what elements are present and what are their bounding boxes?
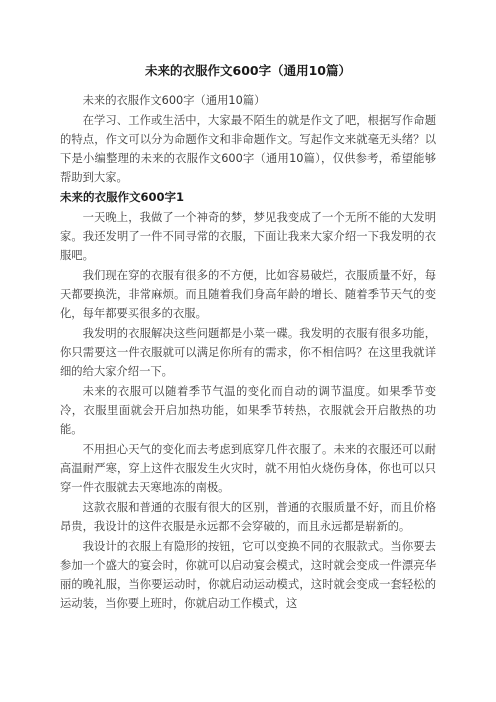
paragraph-body: 我发明的衣服解决这些问题都是小菜一碟。我发明的衣服有很多功能，你只需要这一件衣服就可以满足你所有的需求，你不相信吗？在这里我就详细的给大家介绍一下。 <box>60 327 436 378</box>
paragraph-body: 我们现在穿的衣服有很多的不方便，比如容易破烂，衣服质量不好，每天都要换洗，非常麻烦。而且随着我们身高年龄的增长、随着季节天气的变化，每年都要买很多的衣服。 <box>60 269 436 320</box>
paragraph-body: 一天晚上，我做了一个神奇的梦，梦见我变成了一个无所不能的大发明家。我还发明了一件不同寻常的衣服，下面让我来大家介绍一下我发明的衣服吧。 <box>60 211 436 262</box>
paragraph-body: 这款衣服和普通的衣服有很大的区别，普通的衣服质量不好，而且价格昂贵，我设计的这件衣服是永远都不会穿破的，而且永远都是崭新的。 <box>60 501 436 533</box>
section-heading: 未来的衣服作文600字1 <box>60 190 185 204</box>
paragraph-body: 未来的衣服可以随着季节气温的变化而自动的调节温度。如果季节变冷，衣服里面就会开启加热功能，如果季节转热，衣服就会开启散热的功能。 <box>60 385 436 436</box>
document-title: 未来的衣服作文600字（通用10篇） <box>145 63 351 78</box>
paragraph-body: 不用担心天气的变化而去考虑到底穿几件衣服了。未来的衣服还可以耐高温耐严寒，穿上这件衣服发生火灾时，就不用怕火烧伤身体，你也可以只穿一件衣服就去天寒地冻的南极。 <box>60 443 436 494</box>
paragraph-intro: 在学习、工作或生活中，大家最不陌生的就是作文了吧，根据写作命题的特点，作文可以分为命题作文和非命题作文。写起作文来就毫无头绪？以下是小编整理的未来的衣服作文600字（通用10篇），仅供参考，希望能够帮助到大家。 <box>60 114 436 184</box>
paragraph-subtitle: 未来的衣服作文600字（通用10篇） <box>82 94 266 107</box>
paragraph-body: 我设计的衣服上有隐形的按钮，它可以变换不同的衣服款式。当你要去参加一个盛大的宴会时，你就可以启动宴会模式，这时就会变成一件漂亮华丽的晚礼服，当你要运动时，你就启动运动模式，这时就会变成一套轻松的运动装，当你要上班时，你就启动工作模式，这 <box>60 540 436 610</box>
